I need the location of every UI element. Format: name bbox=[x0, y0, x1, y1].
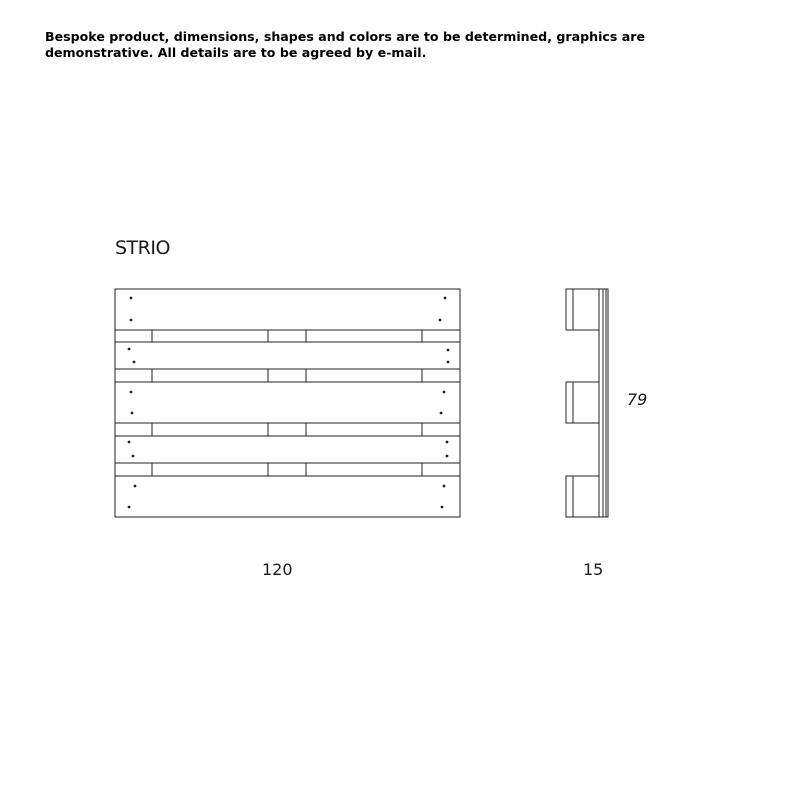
side-block-middle bbox=[566, 382, 599, 423]
dimension-height: 79 bbox=[627, 390, 648, 409]
spacer-row-2 bbox=[115, 369, 460, 382]
front-slat-5 bbox=[115, 476, 460, 517]
front-slat-4 bbox=[115, 436, 460, 463]
dimension-width: 120 bbox=[262, 560, 293, 579]
spacer-row-3 bbox=[115, 423, 460, 436]
disclaimer-notice: Bespoke product, dimensions, shapes and colors are to be determined, graphics are demonstrative. All details are to be agreed by e-mail. bbox=[45, 29, 645, 60]
spacer-row-1 bbox=[115, 330, 460, 342]
side-block-bottom bbox=[566, 476, 599, 517]
front-slat-3 bbox=[115, 382, 460, 423]
front-slat-2 bbox=[115, 342, 460, 369]
side-view bbox=[566, 289, 608, 517]
front-slat-1 bbox=[115, 289, 460, 330]
side-block-top bbox=[566, 289, 599, 330]
dimension-depth: 15 bbox=[583, 560, 604, 579]
front-view bbox=[115, 289, 460, 517]
product-name: STRIO bbox=[115, 237, 170, 259]
spacer-row-4 bbox=[115, 463, 460, 476]
